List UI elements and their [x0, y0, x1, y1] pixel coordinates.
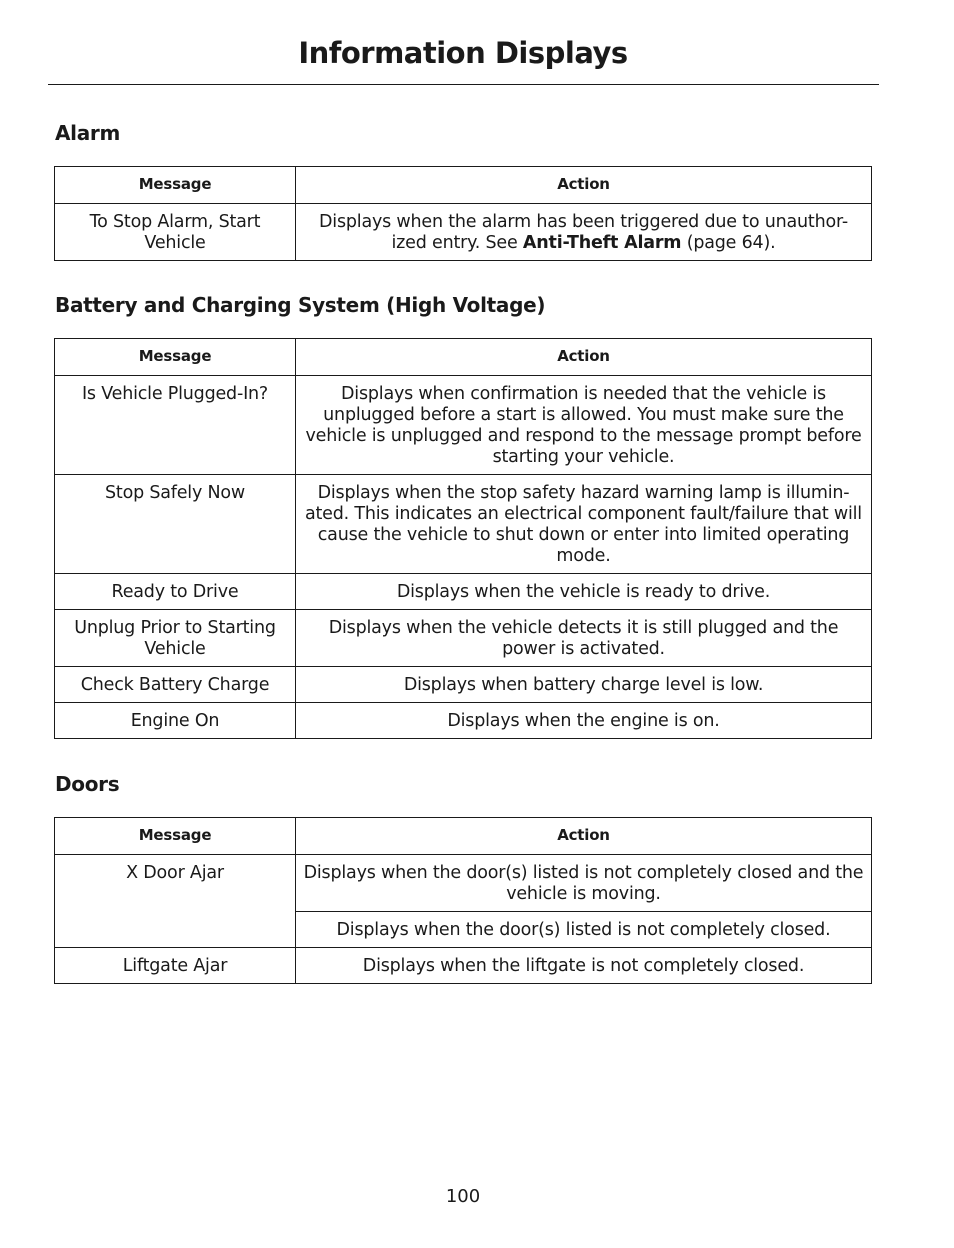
action-cell: Displays when battery charge level is low.	[296, 667, 872, 703]
column-header-message: Message	[55, 167, 296, 204]
table-header-row	[55, 818, 872, 855]
page-number: 100	[445, 1186, 481, 1207]
cross-reference-link[interactable]: Anti-Theft Alarm	[522, 233, 682, 253]
action-cell: Displays when the engine is on.	[296, 703, 872, 739]
message-cell: Liftgate Ajar	[55, 948, 296, 984]
action-cell: Displays when the door(s) listed is not completely closed.	[296, 912, 872, 948]
table-row	[55, 855, 872, 912]
message-cell: To Stop Alarm, Start Vehicle	[55, 204, 296, 261]
table-row	[55, 667, 872, 703]
table-row	[55, 703, 872, 739]
table-row	[55, 376, 872, 475]
action-cell: Displays when the vehicle is ready to drive.	[296, 574, 872, 610]
table-row	[55, 204, 872, 261]
action-cell: Displays when the door(s) listed is not completely closed and the vehicle is moving.	[296, 855, 872, 912]
column-header-action: Action	[296, 818, 872, 855]
section-heading-alarm: Alarm	[55, 121, 121, 145]
action-cell: Displays when the stop safety hazard warning lamp is illumin-ated. This indicates an electrical component fault/failure that will cause the vehicle to shut down or enter into limited operating mode.	[296, 475, 872, 574]
message-cell: Unplug Prior to Starting Vehicle	[55, 610, 296, 667]
page-title: Information Displays	[298, 36, 628, 70]
message-cell: Stop Safely Now	[55, 475, 296, 574]
action-cell	[296, 204, 872, 261]
action-cell: Displays when confirmation is needed that the vehicle is unplugged before a start is allowed. You must make sure the vehicle is unplugged and respond to the message prompt before starting your vehicle.	[296, 376, 872, 475]
section-heading-doors: Doors	[55, 772, 120, 796]
table-header-row	[55, 339, 872, 376]
table-row	[55, 475, 872, 574]
alarm-table	[54, 166, 872, 261]
message-cell: X Door Ajar	[55, 855, 296, 948]
doors-table	[54, 817, 872, 984]
action-text: Displays when the alarm has been triggered due to unauthor-ized entry. See	[319, 212, 848, 253]
message-cell: Is Vehicle Plugged-In?	[55, 376, 296, 475]
column-header-action: Action	[296, 339, 872, 376]
message-cell: Check Battery Charge	[55, 667, 296, 703]
section-heading-battery: Battery and Charging System (High Voltage)	[55, 293, 546, 317]
column-header-action: Action	[296, 167, 872, 204]
column-header-message: Message	[55, 818, 296, 855]
page-reference: (page 64).	[681, 233, 776, 253]
battery-table	[54, 338, 872, 739]
column-header-message: Message	[55, 339, 296, 376]
table-row	[55, 948, 872, 984]
message-cell: Engine On	[55, 703, 296, 739]
title-divider	[48, 84, 879, 85]
message-cell: Ready to Drive	[55, 574, 296, 610]
table-header-row	[55, 167, 872, 204]
table-row	[55, 574, 872, 610]
action-cell: Displays when the vehicle detects it is still plugged and the power is activated.	[296, 610, 872, 667]
table-row	[55, 610, 872, 667]
action-cell: Displays when the liftgate is not completely closed.	[296, 948, 872, 984]
